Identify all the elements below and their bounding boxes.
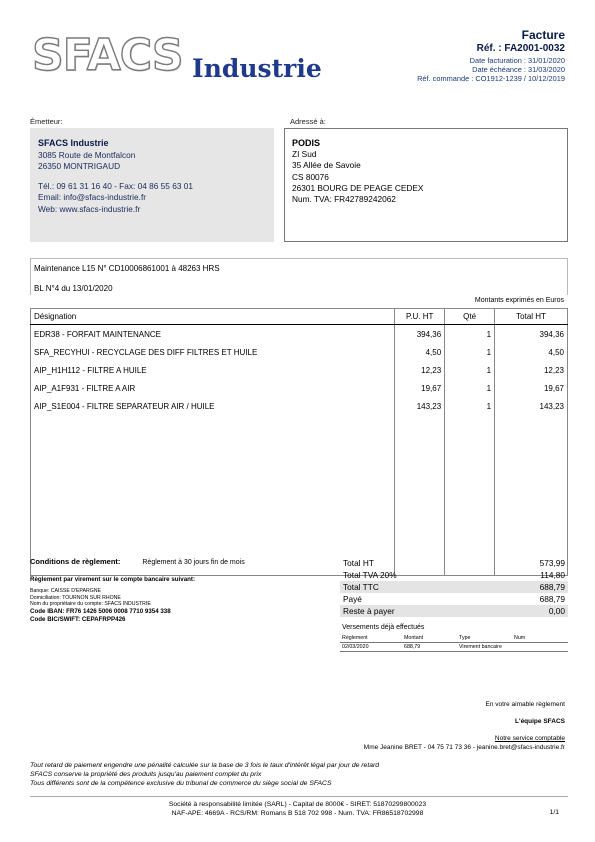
total-label: Reste à payer [340, 605, 489, 617]
table-row [31, 379, 568, 397]
account-owner: Nom du propriétaire du compte: SFACS INDUSTRIE [30, 601, 151, 608]
line-unit-price: 394,36 [395, 325, 445, 344]
recipient-line-2: 35 Allée de Savoie [292, 160, 361, 171]
total-tva-row [340, 569, 568, 581]
emitter-label: Émetteur: [30, 117, 63, 126]
total-value: 114,80 [540, 570, 565, 580]
recipient-name: PODIS [292, 138, 321, 148]
legal-line: SFACS conserve la propriété des produits jusqu'au paiement complet du prix [30, 771, 262, 778]
line-designation: SFA_RECYHUI - RECYCLAGE DES DIFF FILTRES ET HUILE [31, 343, 395, 361]
delivery-note: BL N°4 du 13/01/2020 [34, 284, 113, 293]
line-quantity: 1 [445, 397, 495, 415]
iban: Code IBAN: FR76 1426 5006 0008 7710 9354 338 [30, 607, 171, 615]
line-designation: AIP_H1H112 - FILTRE A HUILE [31, 361, 395, 379]
legal-mentions [30, 761, 379, 788]
payments-title: Versements déjà effectués [342, 624, 425, 631]
table-row [31, 325, 568, 344]
bic: Code BIC/SWIFT: CEPAFRPP426 [30, 615, 126, 623]
line-total: 4,50 [495, 343, 568, 361]
header-designation: Désignation [31, 309, 395, 325]
transfer-title: Règlement par virement sur le compte bancaire suivant: [30, 576, 196, 583]
line-unit-price: 19,67 [395, 379, 445, 397]
payment-terms-value: Règlement à 30 jours fin de mois [142, 559, 245, 566]
recipient-box [284, 128, 568, 242]
legal-line: Tous différents sont de la compétence exclusive du tribunal de commerce du siège social de SFACS [30, 780, 332, 787]
emitter-web: Web: www.sfacs-industrie.fr [38, 203, 141, 214]
emitter-phone: Tél.: 09 61 31 16 40 - Fax: 04 86 55 63 01 [38, 180, 193, 191]
accounting-service: Notre service comptable [494, 735, 565, 742]
total-ht-row [340, 557, 568, 569]
total-value: 688,79 [539, 594, 565, 604]
table-row [31, 343, 568, 361]
recipient-label: Adressé à: [290, 117, 326, 126]
invoice-header [417, 28, 565, 83]
due-date: Date échéance : 31/03/2020 [472, 65, 565, 74]
line-quantity: 1 [445, 361, 495, 379]
logo-brand: SFACS [32, 30, 183, 81]
line-unit-price: 4,50 [395, 343, 445, 361]
invoice-title: Facture [521, 28, 565, 42]
payment-type: Virement bancaire [457, 643, 512, 652]
totals-table [340, 557, 568, 617]
logo-subtitle: Industrie [192, 54, 322, 83]
footer-line-2: NAF-APE: 4669A - RCS/RM: Romans B 518 702 998 - Num. TVA: FR86518702998 [171, 810, 424, 817]
payments-table [340, 634, 568, 652]
invoice-ref: Réf. : FA2001-0032 [476, 43, 565, 54]
invoice-date: Date facturation : 31/01/2020 [469, 56, 565, 65]
total-label: Total TVA 20% [343, 570, 397, 580]
greeting: En votre aimable règlement [485, 701, 565, 708]
header-unit-price: P.U. HT [395, 309, 445, 325]
public-note [30, 258, 568, 295]
legal-line: Tout retard de paiement engendre une pénalité calculée sur la base de 3 fois le taux d'intérêt légal par jour de retard [30, 762, 380, 769]
emitter-box [30, 128, 274, 242]
recipient-line-1: ZI Sud [292, 149, 317, 160]
payments-header-row [340, 634, 568, 643]
payments-header: Num [512, 634, 568, 643]
table-row [31, 361, 568, 379]
recipient-vat: Num. TVA: FR42789242062 [292, 194, 396, 205]
table-row [340, 643, 568, 652]
line-unit-price: 12,23 [395, 361, 445, 379]
emitter-address-2: 26350 MONTRIGAUD [38, 161, 121, 172]
bank-name: Banque: CAISSE D'EPARGNE [30, 588, 101, 594]
line-total: 12,23 [495, 361, 568, 379]
maintenance-note: Maintenance L15 N° CD10006861001 à 48263 HRS [34, 264, 220, 273]
payment-num [512, 643, 568, 652]
line-total: 143,23 [495, 397, 568, 415]
page-number: 1/1 [549, 809, 559, 816]
header-total: Total HT [495, 309, 568, 325]
total-label: Payé [343, 594, 362, 604]
company-footer [0, 800, 595, 818]
emitter-address-1: 3085 Route de Montfalcon [38, 149, 136, 160]
line-total: 19,67 [495, 379, 568, 397]
line-quantity: 1 [445, 325, 495, 344]
line-unit-price: 143,23 [395, 397, 445, 415]
paid-row [340, 593, 568, 605]
payment-amount: 688,79 [402, 643, 457, 652]
line-quantity: 1 [445, 379, 495, 397]
total-value: 688,79 [489, 581, 568, 593]
footer-line-1: Société à responsabilité limitée (SARL) - Capital de 8000€ - SIRET: 51870299800023 [168, 801, 427, 808]
emitter-name: SFACS Industrie [38, 138, 109, 148]
table-row [31, 397, 568, 415]
total-value: 0,00 [489, 605, 568, 617]
table-filler [31, 415, 568, 576]
payments-header: Type [457, 634, 512, 643]
currency-note: Montants exprimés en Euros [474, 297, 564, 304]
team-signature: L'équipe SFACS [515, 718, 565, 725]
payment-date: 02/03/2020 [340, 643, 402, 652]
line-quantity: 1 [445, 343, 495, 361]
header-quantity: Qté [445, 309, 495, 325]
line-designation: EDR38 - FORFAIT MAINTENANCE [31, 325, 395, 344]
payments-header: Règlement [340, 634, 402, 643]
line-designation: AIP_S1E004 - FILTRE SEPARATEUR AIR / HUILE [31, 397, 395, 415]
emitter-email: Email: info@sfacs-industrie.fr [38, 192, 147, 203]
payments-header: Montant [402, 634, 457, 643]
recipient-line-4: 26301 BOURG DE PEAGE CEDEX [292, 182, 424, 193]
recipient-line-3: CS 80076 [292, 171, 329, 182]
total-value: 573,99 [539, 558, 565, 568]
total-label: Total TTC [340, 581, 489, 593]
remaining-row [340, 605, 568, 617]
invoice-lines-table [30, 308, 568, 576]
line-designation: AIP_A1F931 - FILTRE A AIR [31, 379, 395, 397]
bank-domiciliation: Domiciliation: TOURNON SUR RHONE [30, 594, 121, 601]
table-header-row [31, 309, 568, 325]
payment-terms-label: Conditions de règlement: [30, 557, 121, 566]
total-ttc-row [340, 581, 568, 593]
company-logo [32, 30, 322, 86]
accounting-contact: Mme Jeanine BRET - 04 75 71 73 36 - jeanine.bret@sfacs-industrie.fr [363, 744, 565, 751]
line-total: 394,36 [495, 325, 568, 344]
payment-conditions [30, 557, 330, 624]
total-label: Total HT [343, 558, 374, 568]
footer-divider [30, 796, 568, 797]
order-ref: Réf. commande : CO1912-1239 / 10/12/2019 [417, 74, 565, 83]
